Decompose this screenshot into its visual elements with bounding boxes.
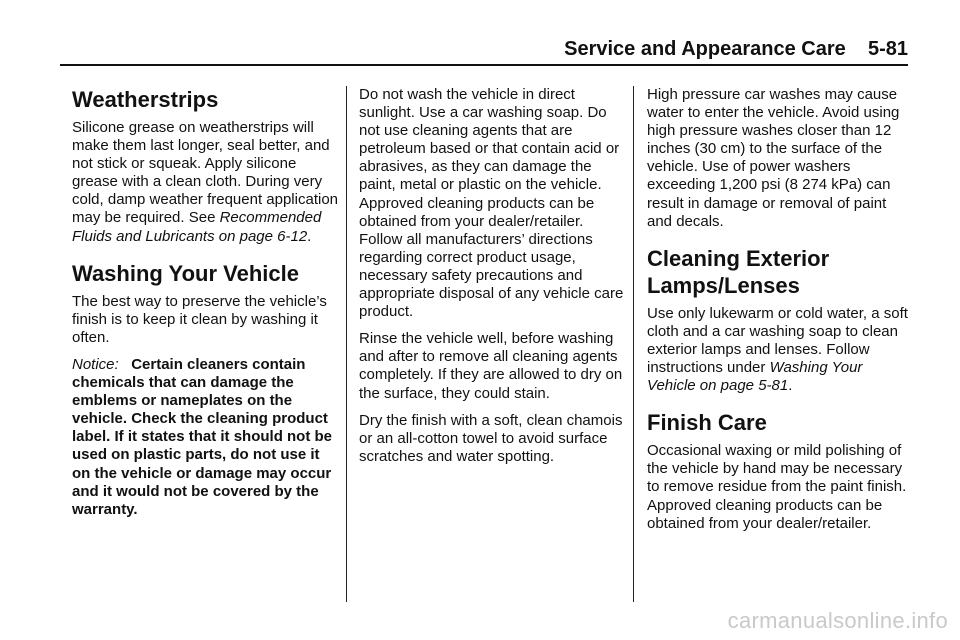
washing-paragraph: The best way to preserve the vehicle’s finish is to keep it clean by washing it often. <box>72 292 327 346</box>
washing-reference-link[interactable]: Washing Your Vehicle on page 5-81 <box>647 359 863 395</box>
page-header <box>60 30 908 66</box>
notice-paragraph <box>72 356 342 519</box>
finish-care-heading: Finish Care <box>647 410 767 436</box>
lamps-text: Use only lukewarm or cold water, a soft cloth and a car washing soap to clean exterior lamps and lenses. Follow instructions under <box>647 304 908 377</box>
weatherstrips-heading: Weatherstrips <box>72 87 219 112</box>
notice-text: Certain cleaners contain chemicals that can damage the emblems or nameplates on the vehicle. Check the cleaning product label. If it states that it should not be used on plastic parts, do not use it on the vehicle or damage may occur and it would not be covered by the warranty. <box>72 355 333 518</box>
column-middle <box>359 86 626 475</box>
header-rule <box>60 64 908 66</box>
column-divider-right <box>633 86 634 602</box>
washing-instructions-paragraph: Do not wash the vehicle in direct sunlight. Use a car washing soap. Do not use cleaning agents that are petroleum based or that contain acid or abrasives, as they can damage the paint, metal or plastic on the vehicle. Approved cleaning products can be obtained from your dealer/retailer. Follow all manufacturers’ directions regarding correct product usage, necessary safety precautions and appropriate disposal of any vehicle care product. <box>359 86 624 321</box>
page-header-title <box>564 38 908 61</box>
fluids-reference-link[interactable]: Recommended Fluids and Lubricants on page 6-12 <box>72 209 322 245</box>
lamps-paragraph <box>647 305 909 395</box>
washing-heading: Washing Your Vehicle <box>72 260 299 286</box>
watermark: carmanualsonline.info <box>727 608 948 633</box>
rinse-paragraph: Rinse the vehicle well, before washing and after to remove all cleaning agents completely. If they are allowed to dry on the surface, they could stain. <box>359 330 623 402</box>
lamps-end: . <box>788 377 793 395</box>
weatherstrips-text: Silicone grease on weatherstrips will make them last longer, seal better, and not stick or squeak. Apply silicone grease with a clean cloth. During very cold, damp weather frequent application may be required. See <box>72 119 339 227</box>
finish-care-paragraph: Occasional waxing or mild polishing of the vehicle by hand may be necessary to remove residue from the paint finish. Approved cleaning products can be obtained from your dealer/retailer. <box>647 442 907 532</box>
weatherstrips-paragraph <box>72 119 342 246</box>
notice-label: Notice: <box>72 355 119 373</box>
dry-paragraph: Dry the finish with a soft, clean chamois or an all-cotton towel to avoid surface scratches and water spotting. <box>359 411 623 465</box>
column-divider-left <box>346 86 347 602</box>
lamps-heading: Cleaning Exterior Lamps/Lenses <box>647 245 830 298</box>
page-number: 5-81 <box>867 38 908 60</box>
high-pressure-paragraph: High pressure car washes may cause water to enter the vehicle. Avoid using high pressure washes closer than 12 inches (30 cm) to the surface of the vehicle. Use of power washers exceeding 1,200 psi (8 274 kPa) can result in damage or removal of paint and decals. <box>647 86 900 230</box>
section-title: Service and Appearance Care <box>564 38 846 60</box>
weatherstrips-end: . <box>307 227 312 245</box>
column-right <box>647 86 909 542</box>
column-left <box>72 86 342 528</box>
